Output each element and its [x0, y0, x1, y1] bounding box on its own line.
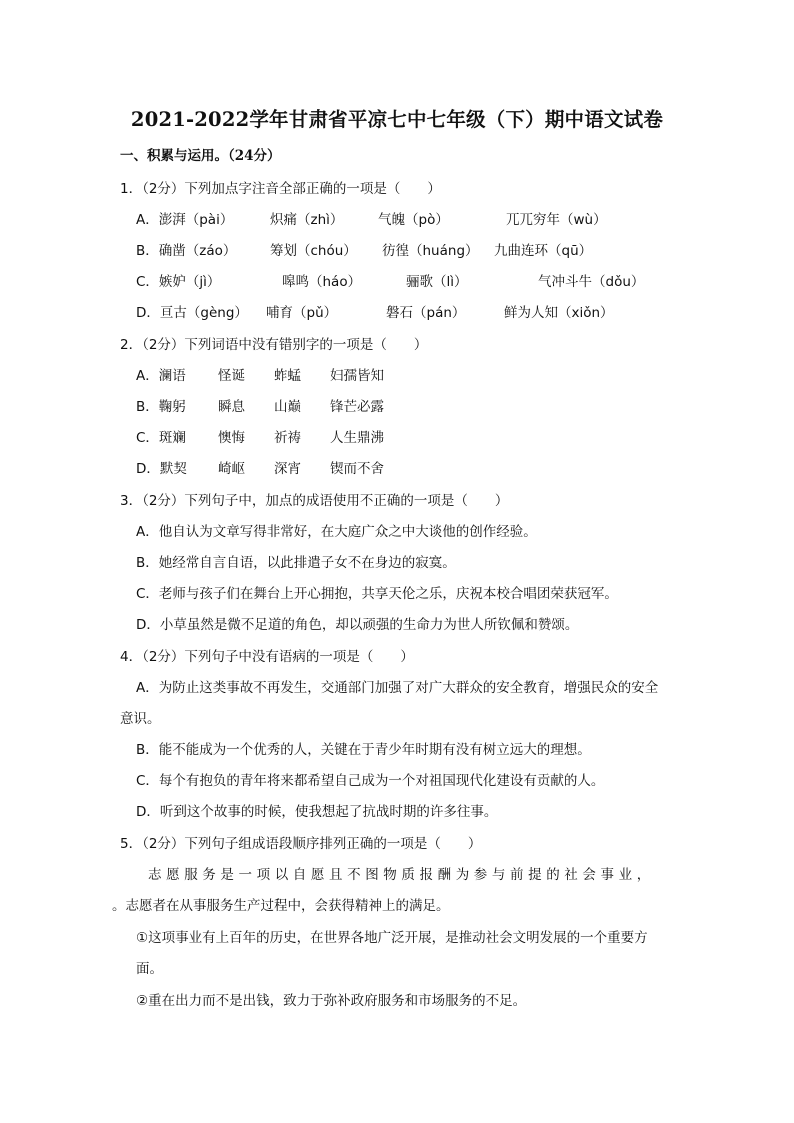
q1-option-b-word: 彷徨（huáng）	[382, 243, 479, 259]
q1-option-a: A．澎湃（pài）	[136, 212, 234, 228]
q2-option-b-word: 瞬息	[218, 399, 245, 415]
q5-sentence-1-continued: 面。	[136, 961, 163, 977]
q2-option-a-word: 蚱蜢	[274, 368, 301, 384]
q5-sentence-2: ②重在出力而不是出钱，致力于弥补政府服务和市场服务的不足。	[136, 993, 527, 1009]
q5-passage-continued: 。志愿者在从事服务生产过程中，会获得精神上的满足。	[112, 898, 450, 914]
q2-option-c: C．斑斓	[136, 430, 186, 446]
q3-option-b: B．她经常自言自语，以此排遣子女不在身边的寂寞。	[136, 555, 456, 571]
q2-option-a-word: 怪诞	[218, 368, 245, 384]
q3-option-d: D．小草虽然是微不足道的角色，却以顽强的生命力为世人所钦佩和赞颂。	[136, 617, 579, 633]
q3-option-a: A．他自认为文章写得非常好，在大庭广众之中大谈他的创作经验。	[136, 524, 537, 540]
question-1-stem: 1．（2分）下列加点字注音全部正确的一项是（ ）	[120, 181, 441, 197]
q4-option-b: B．能不能成为一个优秀的人，关键在于青少年时期有没有树立远大的理想。	[136, 742, 591, 758]
q4-option-a-continued: 意识。	[120, 711, 161, 727]
q2-option-c-word: 人生鼎沸	[330, 430, 384, 446]
q2-option-b: B．鞠躬	[136, 399, 186, 415]
q2-option-a-word: 妇孺皆知	[330, 368, 384, 384]
q1-option-c-word: 骊歌（lì）	[406, 274, 468, 290]
exam-title: 2021-2022学年甘肃省平凉七中七年级（下）期中语文试卷	[130, 108, 664, 131]
q2-option-c-word: 祈祷	[274, 430, 301, 446]
q1-option-c: C．嫉妒（jì）	[136, 274, 221, 290]
q2-option-b-word: 山巅	[274, 399, 301, 415]
q1-option-d-word: 鲜为人知（xiǒn）	[504, 305, 614, 321]
question-4-stem: 4．（2分）下列句子中没有语病的一项是（ ）	[120, 649, 414, 665]
q1-option-b-word: 筹划（chóu）	[270, 243, 357, 259]
q1-option-a-word: 气魄（pò）	[378, 212, 449, 228]
q5-sentence-1: ①这项事业有上百年的历史，在世界各地广泛开展，是推动社会文明发展的一个重要方	[136, 930, 648, 946]
q1-option-d: D．亘古（gèng）	[136, 305, 248, 321]
q2-option-d-word: 崎岖	[218, 461, 245, 477]
q1-option-c-word: 气冲斗牛（dǒu）	[538, 274, 645, 290]
q3-option-c: C．老师与孩子们在舞台上开心拥抱，共享天伦之乐，庆祝本校合唱团荣获冠军。	[136, 586, 618, 602]
q4-option-d: D．听到这个故事的时候，使我想起了抗战时期的许多往事。	[136, 804, 498, 820]
q5-passage: 志愿服务是一项以自愿且不图物质报酬为参与前提的社会事业，	[148, 867, 655, 883]
q1-option-b-word: 九曲连环（qū）	[494, 243, 593, 259]
q2-option-d-word: 深宵	[274, 461, 301, 477]
q1-option-c-word: 嗥鸣（háo）	[282, 274, 362, 290]
question-3-stem: 3．（2分）下列句子中，加点的成语使用不正确的一项是（ ）	[120, 493, 509, 509]
q1-option-a-word: 兀兀穷年（wù）	[506, 212, 607, 228]
q2-option-a: A．澜语	[136, 368, 186, 384]
question-5-stem: 5．（2分）下列句子组成语段顺序排列正确的一项是（ ）	[120, 836, 482, 852]
q4-option-c: C．每个有抱负的青年将来都希望自己成为一个对祖国现代化建设有贡献的人。	[136, 773, 605, 789]
q1-option-d-word: 磐石（pán）	[386, 305, 466, 321]
q1-option-d-word: 哺育（pǔ）	[266, 305, 338, 321]
q2-option-c-word: 懊悔	[218, 430, 245, 446]
q2-option-b-word: 锋芒必露	[330, 399, 384, 415]
q1-option-b: B．确凿（záo）	[136, 243, 237, 259]
q4-option-a: A．为防止这类事故不再发生，交通部门加强了对广大群众的安全教育，增强民众的安全	[136, 680, 659, 696]
q2-option-d: D．默契	[136, 461, 187, 477]
q2-option-d-word: 锲而不舍	[330, 461, 384, 477]
section-heading: 一、积累与运用。（24分）	[120, 148, 281, 164]
q1-option-a-word: 炽痛（zhì）	[270, 212, 344, 228]
question-2-stem: 2．（2分）下列词语中没有错别字的一项是（ ）	[120, 337, 428, 353]
